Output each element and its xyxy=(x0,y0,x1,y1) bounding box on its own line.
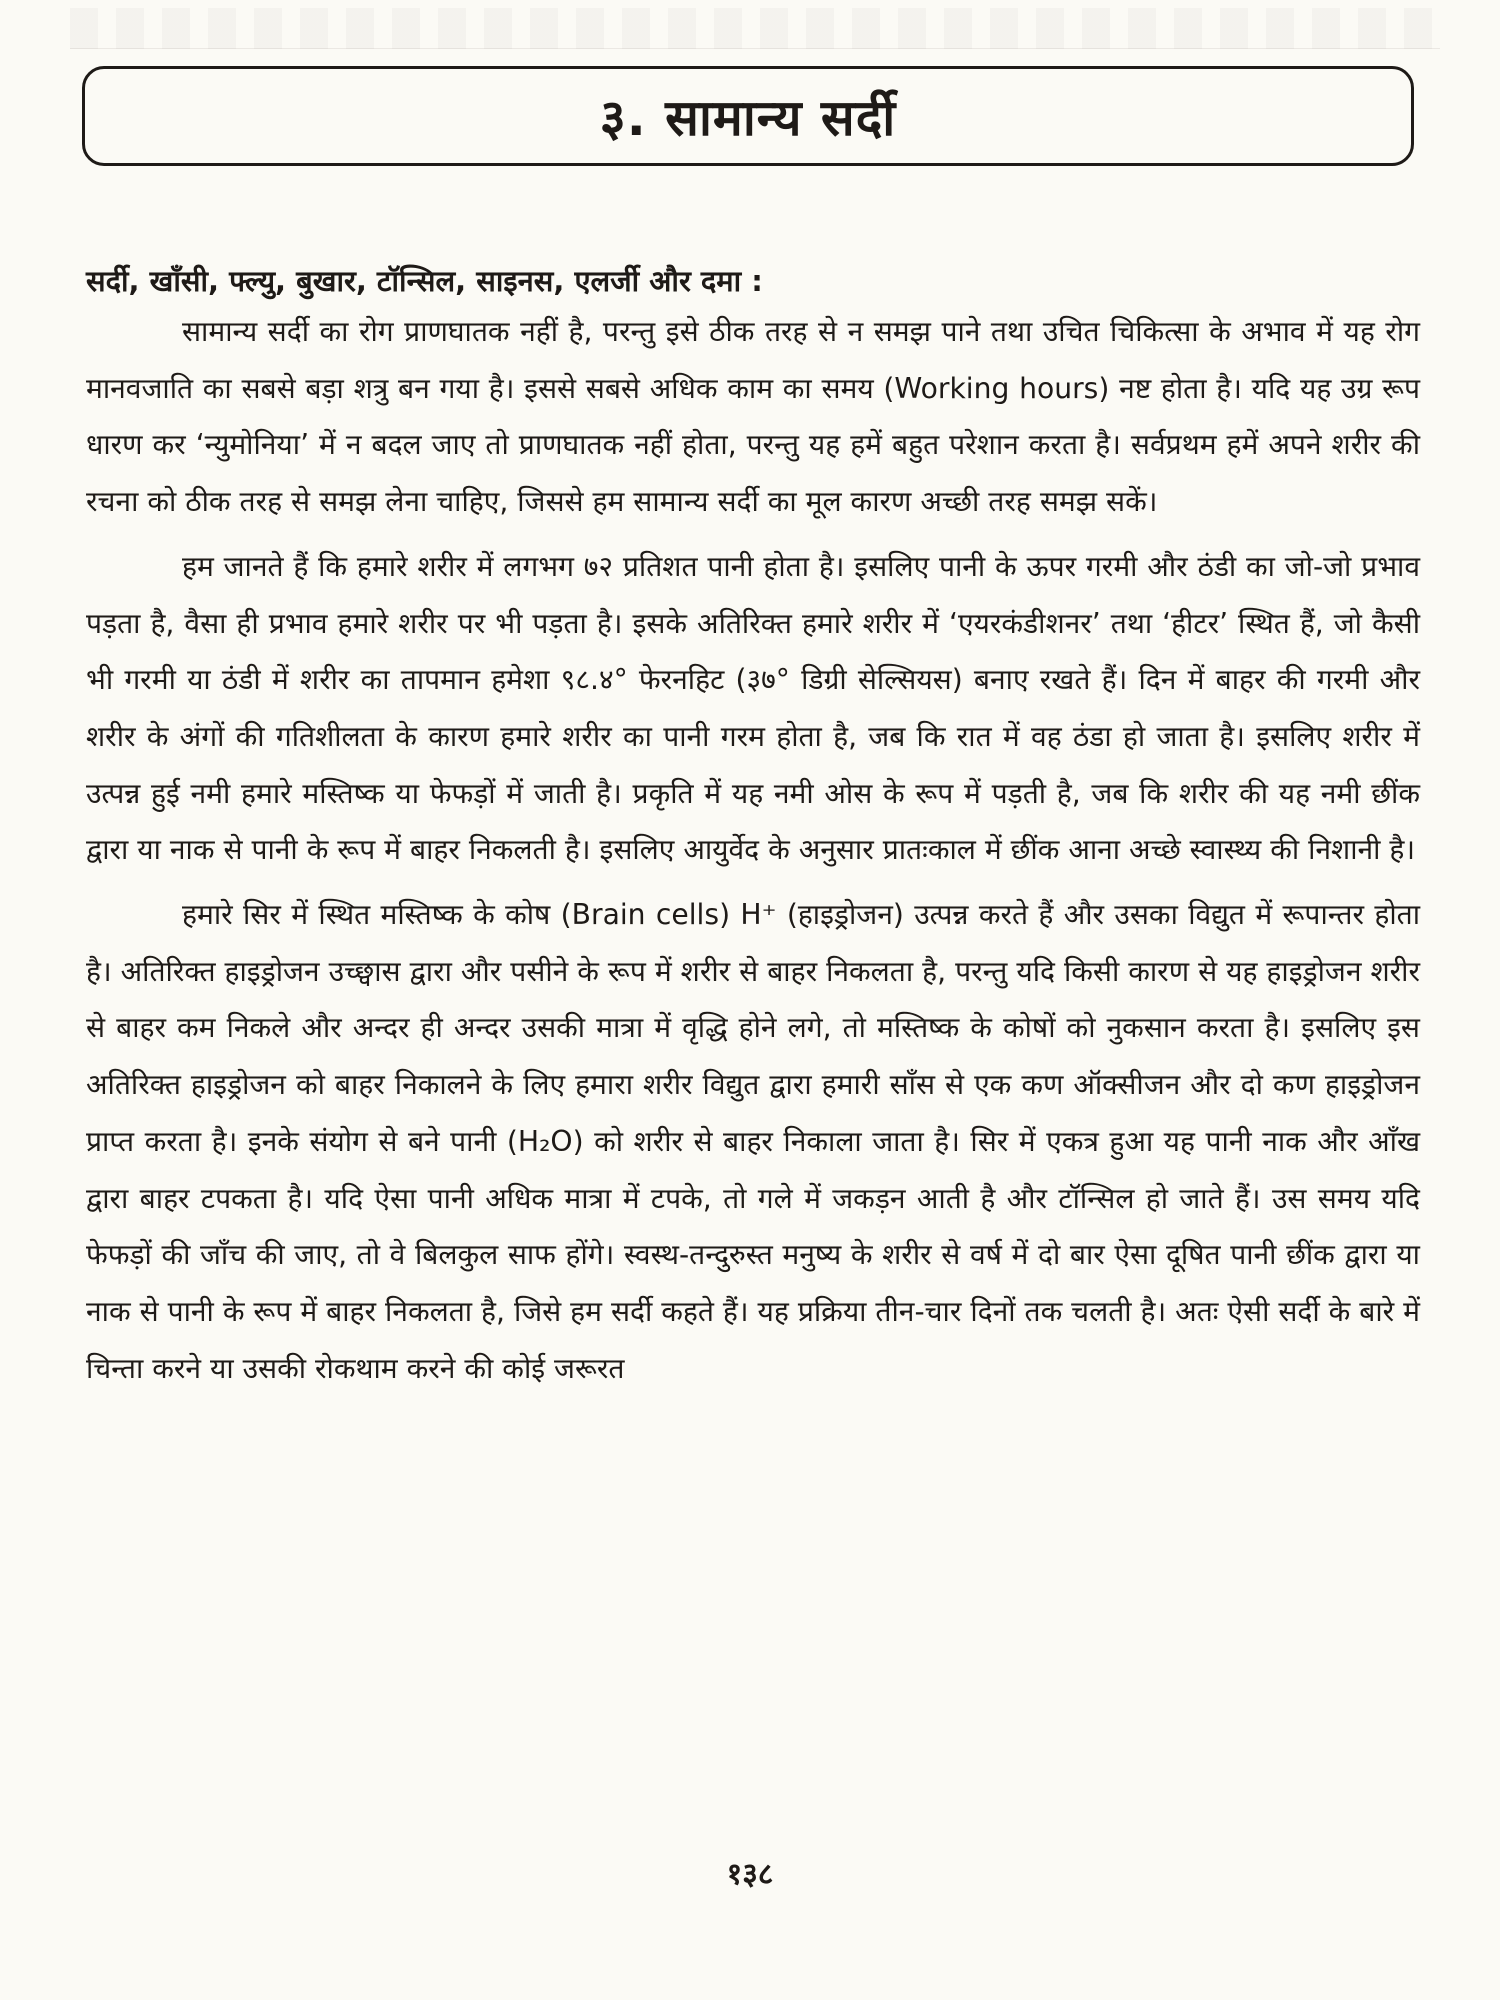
chapter-title: ३. सामान्य सर्दी xyxy=(599,89,897,147)
page-number: १३८ xyxy=(726,1857,774,1892)
paragraph-1: सामान्य सर्दी का रोग प्राणघातक नहीं है, परन्तु इसे ठीक तरह से न समझ पाने तथा उचित चिकित्सा के अभाव में यह रोग मानवजाति का सबसे बड़ा शत्रु बन गया है। इससे सबसे अधिक काम का समय (Working hours) नष्ट होता है। यदि यह उग्र रूप धारण कर ‘न्युमोनिया’ में न बदल जाए तो प्राणघातक नहीं होता, परन्तु यह हमें बहुत परेशान करता है। सर्वप्रथम हमें अपने शरीर की रचना को ठीक तरह से समझ लेना चाहिए, जिससे हम सामान्य सर्दी का मूल कारण अच्छी तरह समझ सकें। xyxy=(86,315,1420,519)
paragraph-2: हम जानते हैं कि हमारे शरीर में लगभग ७२ प्रतिशत पानी होता है। इसलिए पानी के ऊपर गरमी और ठंडी का जो-जो प्रभाव पड़ता है, वैसा ही प्रभाव हमारे शरीर पर भी पड़ता है। इसके अतिरिक्त हमारे शरीर में ‘एयरकंडीशनर’ तथा ‘हीटर’ स्थित हैं, जो कैसी भी गरमी या ठंडी में शरीर का तापमान हमेशा ९८.४° फेरनहिट (३७° डिग्री सेल्सियस) बनाए रखते हैं। दिन में बाहर की गरमी और शरीर के अंगों की गतिशीलता के कारण हमारे शरीर का पानी गरम होता है, जब कि रात में वह ठंडा हो जाता है। इसलिए शरीर में उत्पन्न हुई नमी हमारे मस्तिष्क या फेफड़ों में जाती है। प्रकृति में यह नमी ओस के रूप में पड़ती है, जब कि शरीर की यह नमी छींक द्वारा या नाक से पानी के रूप में बाहर निकलती है। इसलिए आयुर्वेद के अनुसार प्रातःकाल में छींक आना अच्छे स्वास्थ्य की निशानी है। xyxy=(86,549,1420,867)
chapter-title-box xyxy=(82,66,1414,166)
section-subheading: सर्दी, खाँसी, फ्ल्यु, बुखार, टॉन्सिल, साइनस, एलर्जी और दमा : xyxy=(86,264,763,298)
page-body xyxy=(86,258,1420,1397)
paragraph-3: हमारे सिर में स्थित मस्तिष्क के कोष (Brain cells) H⁺ (हाइड्रोजन) उत्पन्न करते हैं और उसका विद्युत में रूपान्तर होता है। अतिरिक्त हाइड्रोजन उच्छ्वास द्वारा और पसीने के रूप में शरीर से बाहर निकलता है, परन्तु यदि किसी कारण से यह हाइड्रोजन शरीर से बाहर कम निकले और अन्दर ही अन्दर उसकी मात्रा में वृद्धि होने लगे, तो मस्तिष्क के कोषों को नुकसान करता है। इसलिए इस अतिरिक्त हाइड्रोजन को बाहर निकालने के लिए हमारा शरीर विद्युत द्वारा हमारी साँस से एक कण ऑक्सीजन और दो कण हाइड्रोजन प्राप्त करता है। इनके संयोग से बने पानी (H₂O) को शरीर से बाहर निकाला जाता है। सिर में एकत्र हुआ यह पानी नाक और आँख द्वारा बाहर टपकता है। यदि ऐसा पानी अधिक मात्रा में टपके, तो गले में जकड़न आती है और टॉन्सिल हो जाते हैं। उस समय यदि फेफड़ों की जाँच की जाए, तो वे बिलकुल साफ होंगे। स्वस्थ-तन्दुरुस्त मनुष्य के शरीर से वर्ष में दो बार ऐसा दूषित पानी छींक द्वारा या नाक से पानी के रूप में बाहर निकलता है, जिसे हम सर्दी कहते हैं। यह प्रक्रिया तीन-चार दिनों तक चलती है। अतः ऐसी सर्दी के बारे में चिन्ता करने या उसकी रोकथाम करने की कोई जरूरत xyxy=(86,898,1420,1385)
faint-running-header xyxy=(70,8,1440,49)
